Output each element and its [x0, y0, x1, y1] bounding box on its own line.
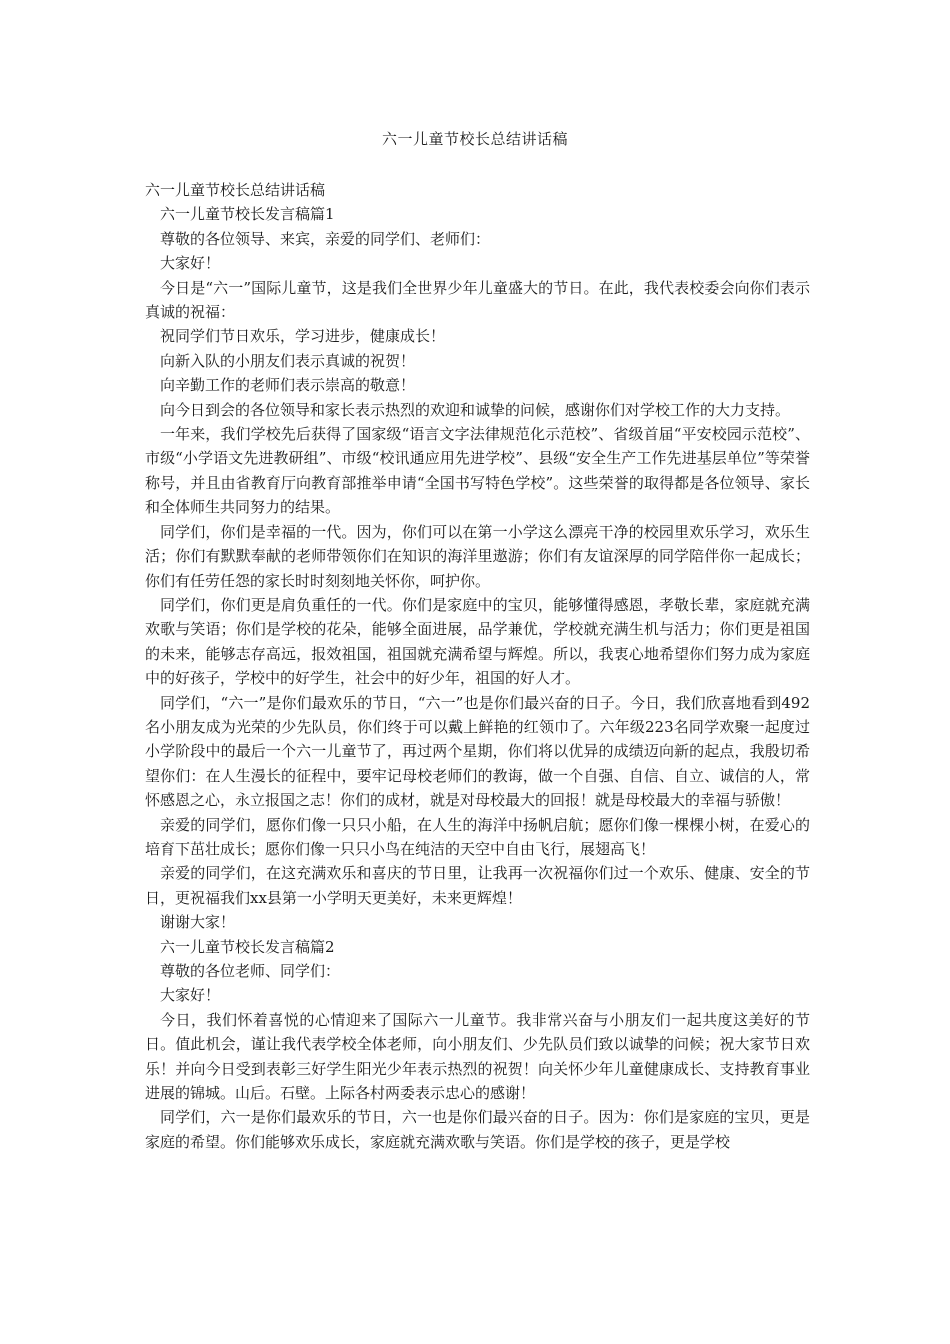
paragraph: 祝同学们节日欢乐，学习进步，健康成长！ — [160, 327, 446, 346]
paragraph: 大家好！ — [160, 254, 221, 273]
document-body — [145, 178, 810, 1154]
paragraph: 亲爱的同学们，愿你们像一只只小船，在人生的海洋中扬帆启航；愿你们像一棵棵小树，在爱心的培育下茁壮成长；愿你们像一只只小鸟在纯洁的天空中自由飞行，展翅高飞！ — [145, 815, 810, 858]
paragraph: 今日是“六一”国际儿童节，这是我们全世界少年儿童盛大的节日。在此，我代表校委会向你们表示真诚的祝福： — [145, 278, 810, 322]
paragraph: 同学们，六一是你们最欢乐的节日，六一也是你们最兴奋的日子。因为：你们是家庭的宝贝，更是家庭的希望。你们能够欢乐成长，家庭就充满欢歌与笑语。你们是学校的孩子，更是学校 — [145, 1108, 810, 1151]
paragraph: 一年来，我们学校先后获得了国家级“语言文字法律规范化示范校”、省级首届“平安校园示范校”、市级“小学语文先进教研组”、市级“校讯通应用先进学校”、县级“安全生产工作先进基层单位”等荣誉称号，并且由省教育厅向教育部推举申请“全国书写特色学校”。这些荣誉的取得都是各位领导、家长和全体师生共同努力的结果。 — [145, 425, 810, 517]
paragraph: 六一儿童节校长发言稿篇2 — [160, 937, 335, 956]
paragraph: 大家好！ — [160, 986, 221, 1005]
paragraph: 尊敬的各位老师、同学们： — [160, 962, 341, 980]
paragraph: 谢谢大家！ — [160, 913, 236, 932]
paragraph: 向辛勤工作的老师们表示崇高的敬意！ — [160, 376, 416, 395]
paragraph: 向新入队的小朋友们表示真诚的祝贺！ — [160, 351, 416, 370]
paragraph: 同学们，你们更是肩负重任的一代。你们是家庭中的宝贝，能够懂得感恩，孝敬长辈，家庭就充满欢歌与笑语；你们是学校的花朵，能够全面进展，品学兼优，学校就充满生机与活力；你们更是祖国的未来，能够志存高远，报效祖国，祖国就充满希望与辉煌。所以，我衷心地希望你们努力成为家庭中的好孩子，学校中的好学生，社会中的好少年，祖国的好人才。 — [145, 595, 810, 688]
paragraph: 六一儿童节校长发言稿篇1 — [160, 205, 335, 224]
paragraph: 六一儿童节校长总结讲话稿 — [145, 181, 326, 199]
paragraph: 今日，我们怀着喜悦的心情迎来了国际六一儿童节。我非常兴奋与小朋友们一起共度这美好的节日。值此机会，谨让我代表学校全体老师，向小朋友们、少先队员们致以诚挚的问候；祝大家节日欢乐！并向今日受到表彰三好学生阳光少年表示热烈的祝贺！向关怀少年儿童健康成长、支持教育事业进展的锦城。山后。石壁。上际各村两委表示忠心的感谢！ — [145, 1010, 810, 1103]
paragraph: 同学们，你们是幸福的一代。因为，你们可以在第一小学这么漂亮干净的校园里欢乐学习，欢乐生活；你们有默默奉献的老师带领你们在知识的海洋里遨游；你们有友谊深厚的同学陪伴你一起成长；你们有任劳任怨的家长时时刻刻地关怀你，呵护你。 — [145, 522, 810, 590]
paragraph: 向今日到会的各位领导和家长表示热烈的欢迎和诚挚的问候，感谢你们对学校工作的大力支持。 — [160, 400, 791, 419]
paragraph: 亲爱的同学们，在这充满欢乐和喜庆的节日里，让我再一次祝福你们过一个欢乐、健康、安全的节日，更祝福我们xx县第一小学明天更美好，未来更辉煌！ — [145, 864, 810, 907]
paragraph: 同学们，“六一”是你们最欢乐的节日，“六一”也是你们最兴奋的日子。今日，我们欣喜地看到492名小朋友成为光荣的少先队员，你们终于可以戴上鲜艳的红领巾了。六年级223名同学欢聚一起度过小学阶段中的最后一个六一儿童节了，再过两个星期，你们将以优异的成绩迈向新的起点，我殷切希望你们：在人生漫长的征程中，要牢记母校老师们的教诲，做一个自强、自信、自立、诚信的人，常怀感恩之心，永立报国之志！你们的成材，就是对母校最大的回报！就是母校最大的幸福与骄傲！ — [145, 693, 810, 810]
paragraph: 尊敬的各位领导、来宾，亲爱的同学们、老师们： — [160, 229, 491, 248]
document-title: 六一儿童节校长总结讲话稿 — [381, 130, 568, 148]
